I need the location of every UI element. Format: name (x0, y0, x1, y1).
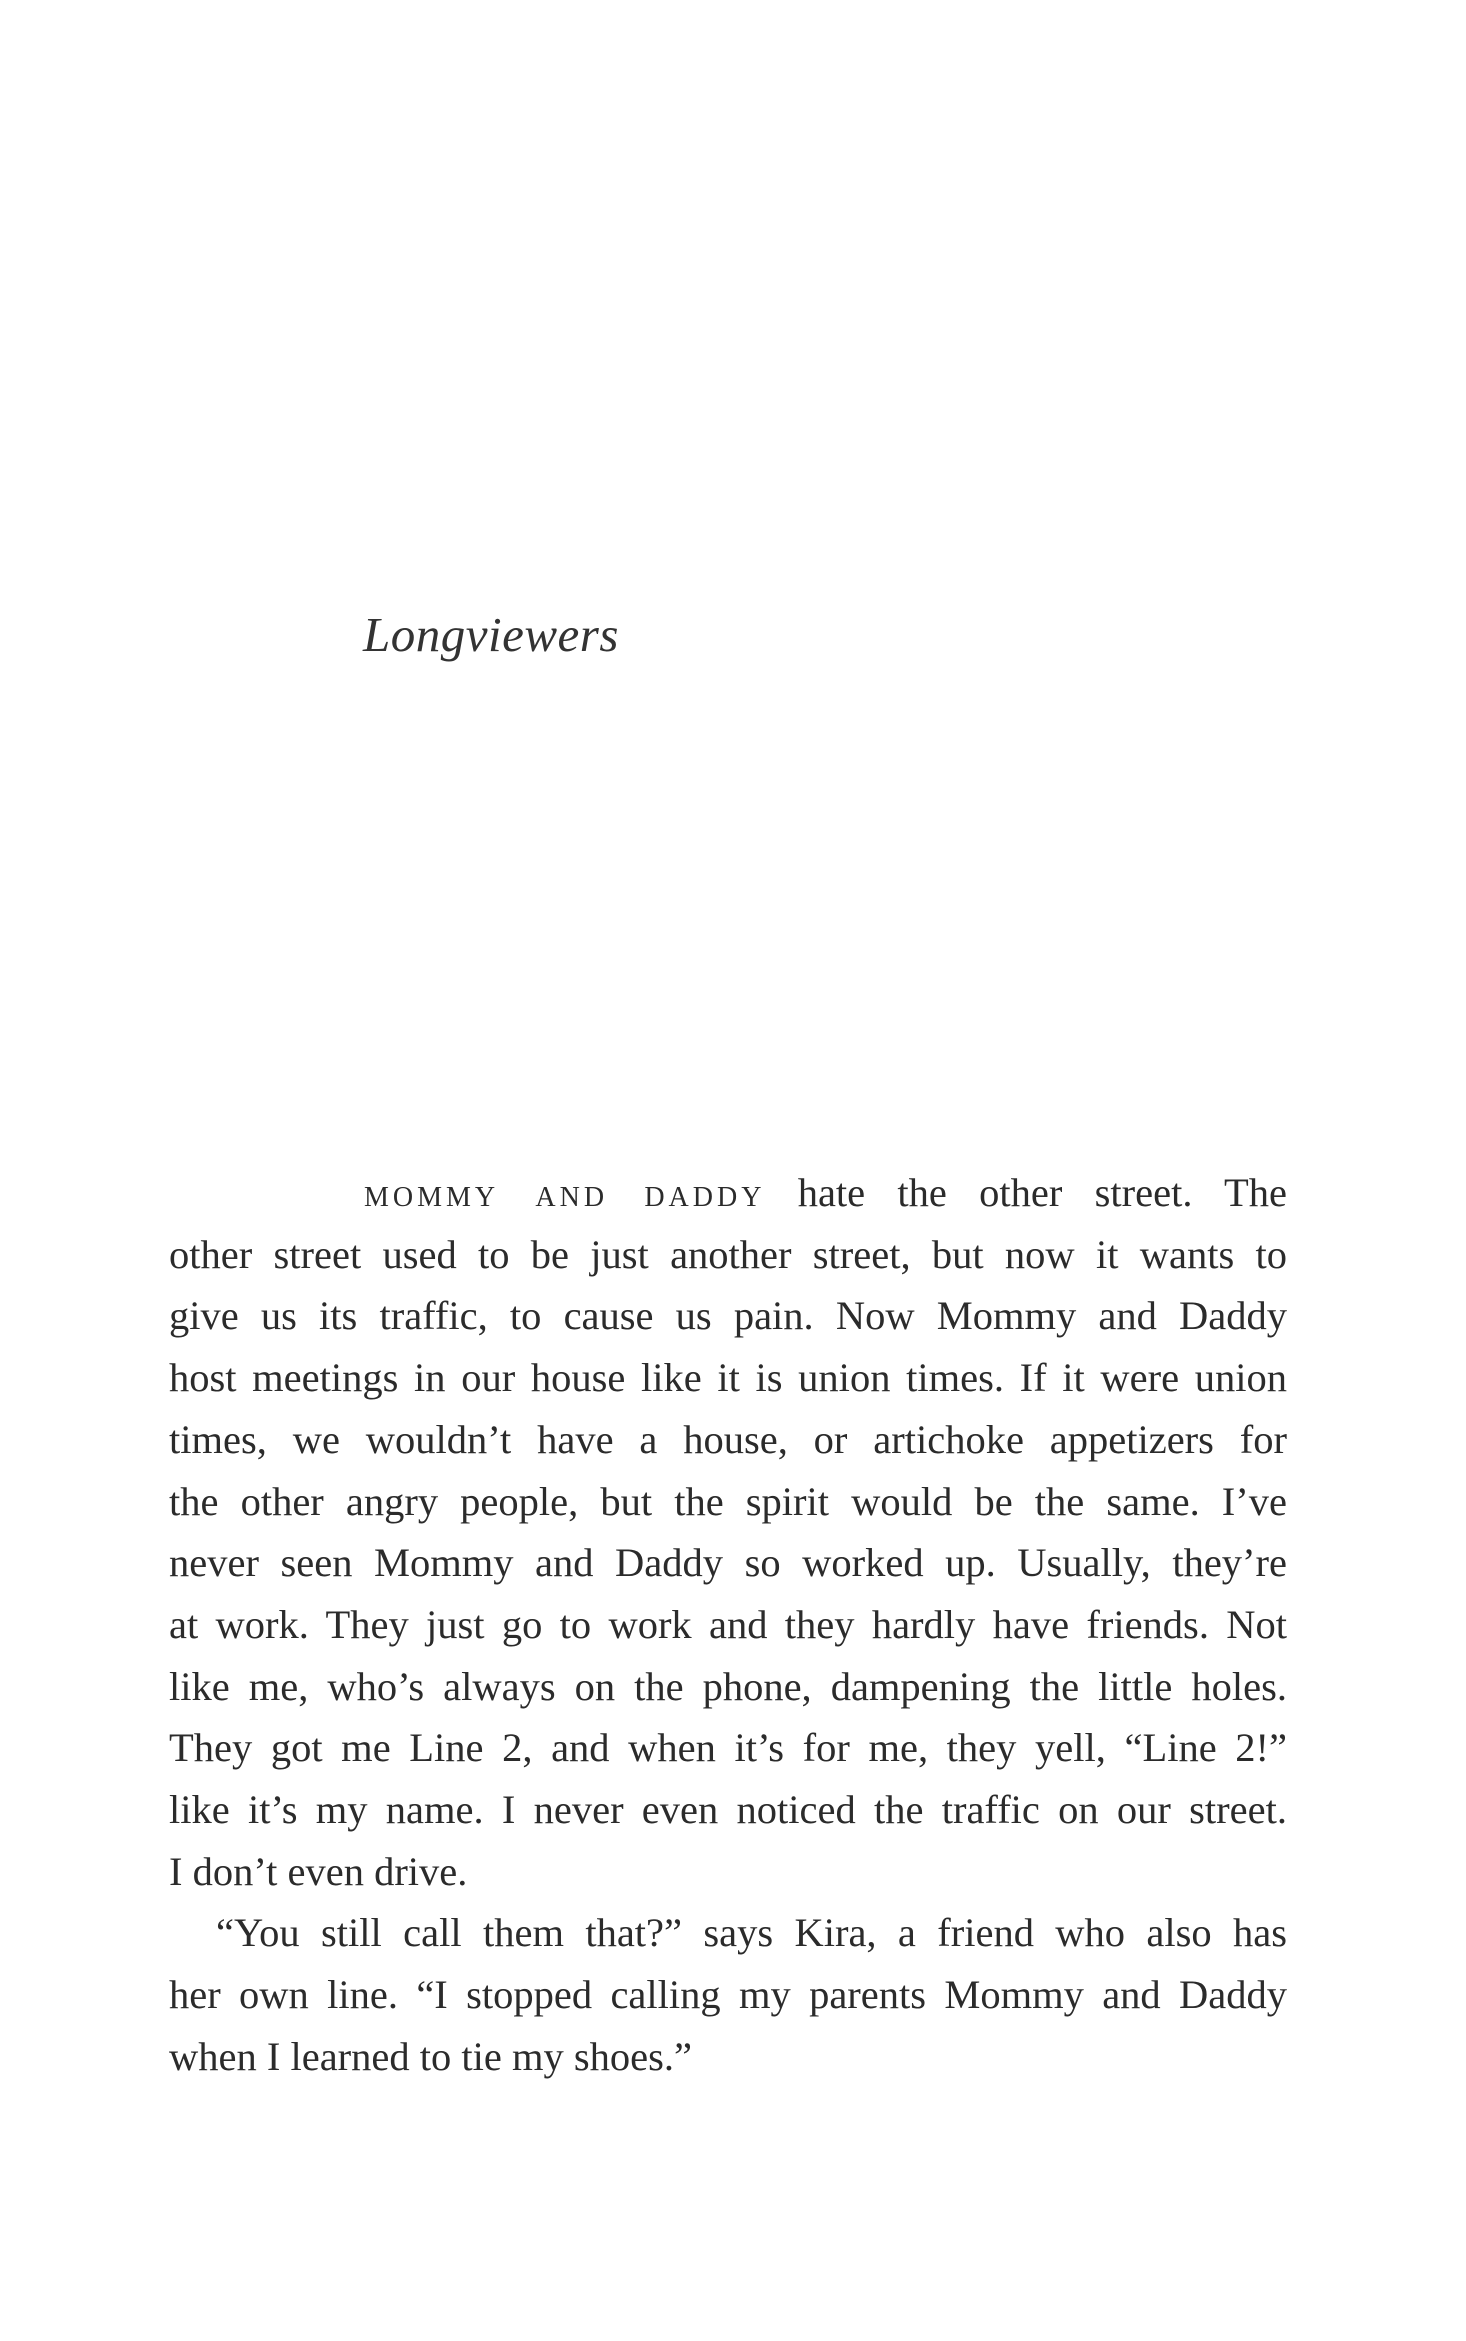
text-line: never seen Mommy and Daddy so worked up. Usually, they’re (169, 1540, 1287, 1586)
text-line: “You still call them that?” says Kira, a friend who also has (216, 1910, 1287, 1956)
text-line (169, 1162, 1287, 1224)
text-line: times, we wouldn’t have a house, or artichoke appetizers for (169, 1416, 1287, 1462)
story-body (169, 1162, 1287, 2088)
paragraph-1 (169, 1162, 1287, 1902)
small-caps-lead-in: mommy and daddy (364, 1170, 766, 1215)
text-line: the other angry people, but the spirit would be the same. I’ve (169, 1478, 1287, 1524)
text-line: at work. They just go to work and they hardly have friends. Not (169, 1601, 1287, 1647)
text-line: her own line. “I stopped calling my parents Mommy and Daddy (169, 1972, 1287, 2018)
text-line: I don’t even drive. (169, 1848, 468, 1894)
text-line: They got me Line 2, and when it’s for me, they yell, “Line 2!” (169, 1725, 1287, 1771)
chapter-title: Longviewers (363, 607, 619, 662)
first-line-rest: hate the other street. The (765, 1170, 1287, 1215)
paragraph-2 (169, 1902, 1287, 2087)
text-line: like it’s my name. I never even noticed the traffic on our street. (169, 1787, 1287, 1833)
text-line: when I learned to tie my shoes.” (169, 2033, 692, 2079)
text-line: host meetings in our house like it is union times. If it were union (169, 1355, 1287, 1401)
text-line: give us its traffic, to cause us pain. Now Mommy and Daddy (169, 1293, 1287, 1339)
text-line: other street used to be just another street, but now it wants to (169, 1231, 1287, 1277)
text-line: like me, who’s always on the phone, dampening the little holes. (169, 1663, 1287, 1709)
